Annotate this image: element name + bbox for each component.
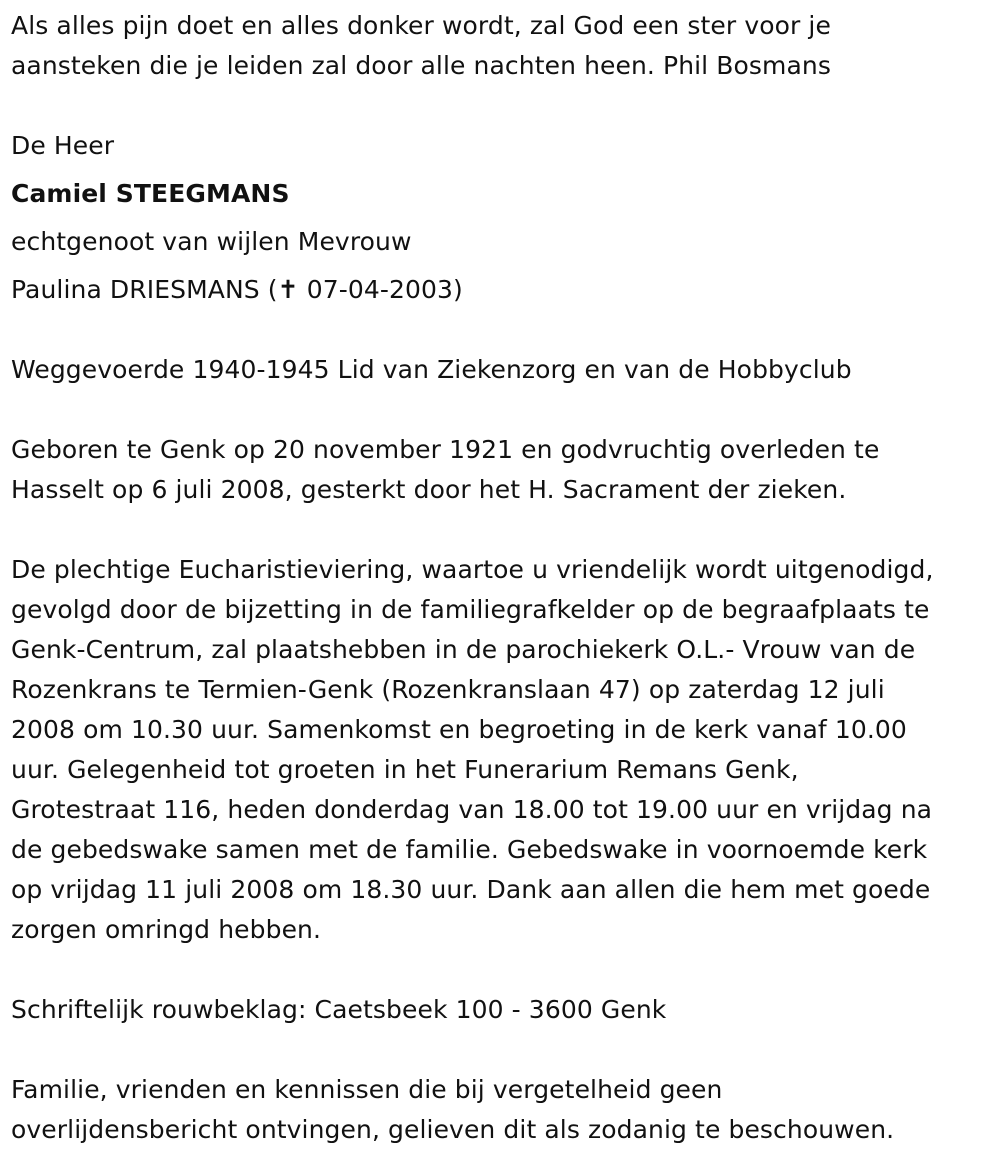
paragraph-line: De plechtige Eucharistieviering, waartoe u vriendelijk wordt uitgenodigd, <box>11 555 934 584</box>
spouse-line: Paulina DRIESMANS (✝ 07-04-2003) <box>11 275 463 304</box>
quote-line: aansteken die je leiden zal door alle nachten heen. Phil Bosmans <box>11 51 831 80</box>
spacer <box>11 1030 996 1070</box>
paragraph-line: Hasselt op 6 juli 2008, gesterkt door het H. Sacrament der zieken. <box>11 475 847 504</box>
title-prefix: De Heer <box>11 131 115 160</box>
birth-death-paragraph <box>11 430 996 510</box>
paragraph-line: zorgen omringd hebben. <box>11 915 322 944</box>
obituary-notice <box>11 0 996 1150</box>
paragraph-line: 2008 om 10.30 uur. Samenkomst en begroeting in de kerk vanaf 10.00 <box>11 715 907 744</box>
spacer <box>11 86 996 126</box>
paragraph-line: Grotestraat 116, heden donderdag van 18.00 tot 19.00 uur en vrijdag na <box>11 795 933 824</box>
spacer <box>11 214 996 222</box>
spacer <box>11 510 996 550</box>
paragraph-line: Familie, vrienden en kennissen die bij vergetelheid geen <box>11 1075 723 1104</box>
paragraph-line: Genk-Centrum, zal plaatshebben in de parochiekerk O.L.- Vrouw van de <box>11 635 916 664</box>
spacer <box>11 310 996 350</box>
deceased-block <box>11 126 996 310</box>
ceremony-paragraph <box>11 550 996 950</box>
deceased-name: Camiel STEEGMANS <box>11 179 290 208</box>
paragraph-line: op vrijdag 11 juli 2008 om 18.30 uur. Dank aan allen die hem met goede <box>11 875 931 904</box>
paragraph-line: de gebedswake samen met de familie. Gebedswake in voornoemde kerk <box>11 835 928 864</box>
paragraph-line: Rozenkrans te Termien-Genk (Rozenkranslaan 47) op zaterdag 12 juli <box>11 675 885 704</box>
paragraph-line: uur. Gelegenheid tot groeten in het Funerarium Remans Genk, <box>11 755 799 784</box>
paragraph-line: Geboren te Genk op 20 november 1921 en godvruchtig overleden te <box>11 435 880 464</box>
spacer <box>11 166 996 174</box>
opening-quote <box>11 6 996 86</box>
closing-paragraph <box>11 1070 996 1150</box>
memberships: Weggevoerde 1940-1945 Lid van Ziekenzorg en van de Hobbyclub <box>11 355 852 384</box>
paragraph-line: gevolgd door de bijzetting in de familiegrafkelder op de begraafplaats te <box>11 595 930 624</box>
spacer <box>11 950 996 990</box>
spacer <box>11 262 996 270</box>
spouse-line: echtgenoot van wijlen Mevrouw <box>11 227 412 256</box>
paragraph-line: overlijdensbericht ontvingen, gelieven dit als zodanig te beschouwen. <box>11 1115 895 1144</box>
quote-line: Als alles pijn doet en alles donker wordt, zal God een ster voor je <box>11 11 831 40</box>
spacer <box>11 390 996 430</box>
condolences-address: Schriftelijk rouwbeklag: Caetsbeek 100 - 3600 Genk <box>11 995 667 1024</box>
